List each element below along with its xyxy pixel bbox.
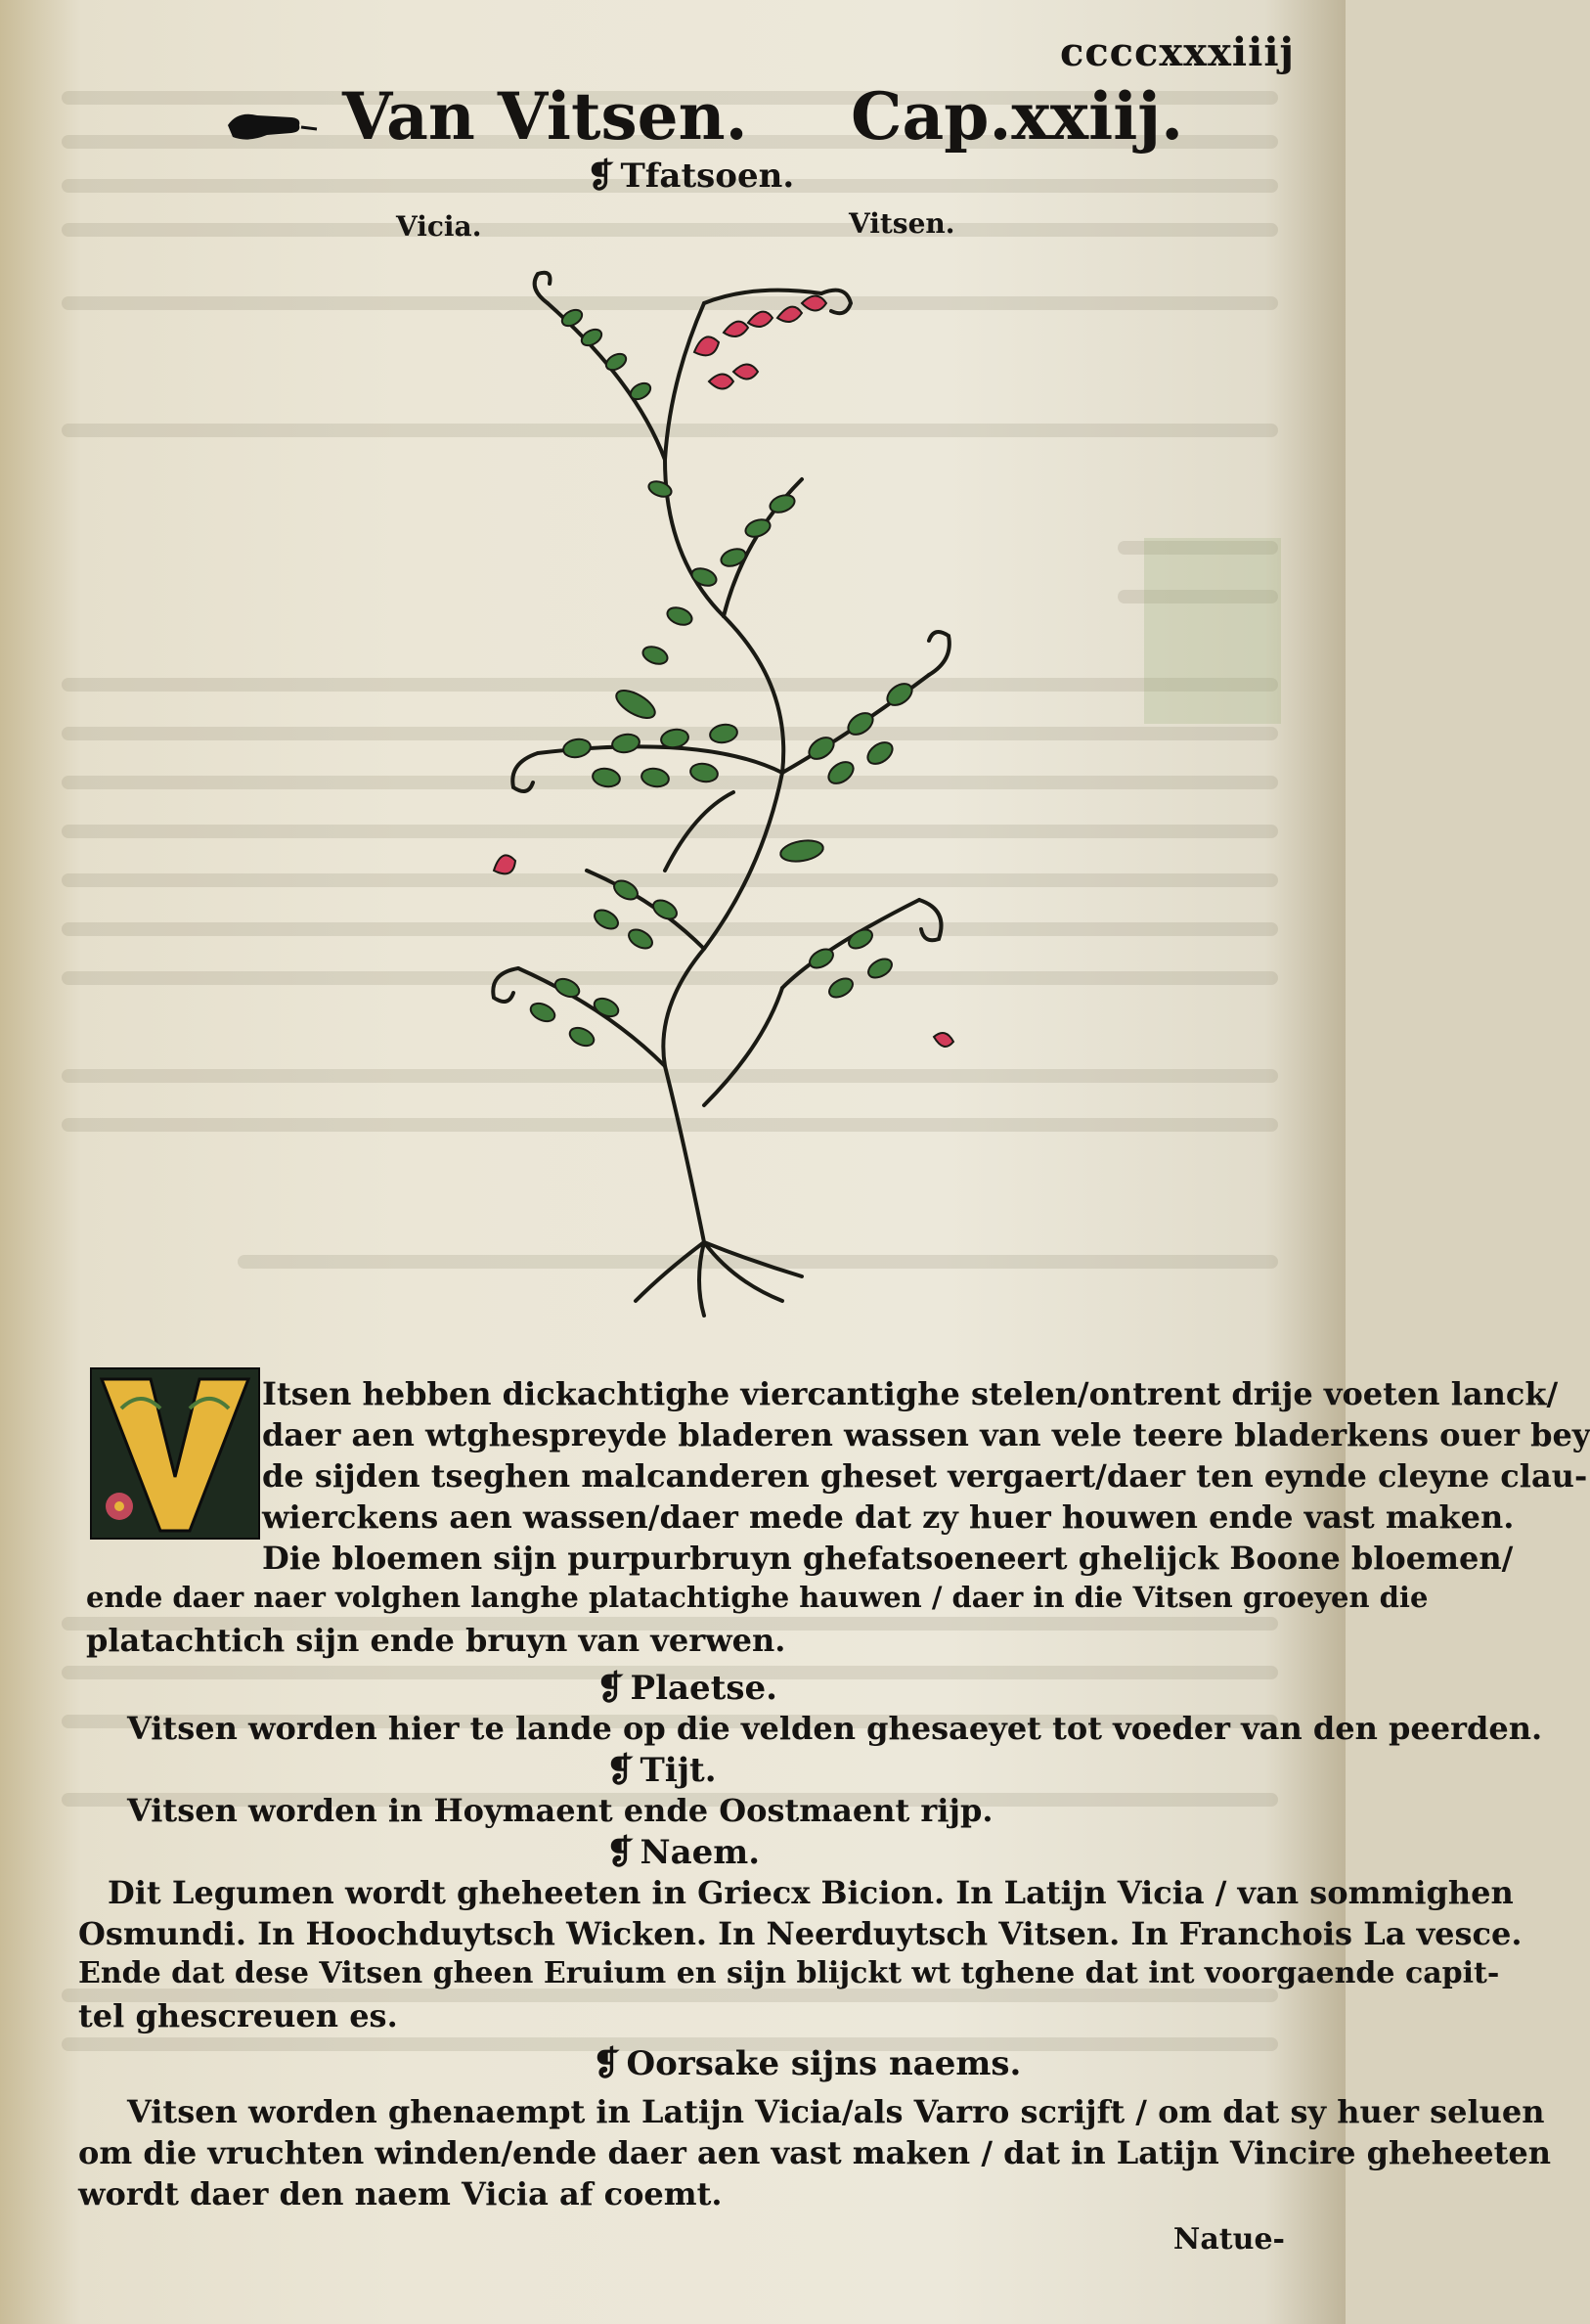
vetch-plant-illustration — [411, 264, 1017, 1320]
text-line: ende daer naer volghen langhe platachtighe hauwen / daer in die Vitsen groeyen die — [86, 1581, 1429, 1614]
pilcrow-icon: ❡ — [596, 1669, 625, 1708]
decorated-initial — [90, 1367, 260, 1540]
figure-label-latin: Vicia. — [396, 210, 482, 243]
pilcrow-icon: ❡ — [587, 156, 615, 196]
text-line: Dit Legumen wordt gheheeten in Griecx Bicion. In Latijn Vicia / van sommighen — [108, 1874, 1514, 1911]
text-line: Itsen hebben dickachtighe viercantighe stelen/ontrent drije voeten lanck/ — [262, 1375, 1559, 1412]
text-line: daer aen wtghespreyde bladeren wassen van vele teere bladerkens ouer bey — [262, 1416, 1590, 1453]
text-line: Vitsen worden hier te lande op die velden ghesaeyet tot voeder van den peerden. — [127, 1710, 1543, 1747]
chapter-title: Van Vitsen. — [342, 78, 748, 155]
pilcrow-icon: ❡ — [606, 1751, 635, 1790]
catchword: Natue- — [1172, 2222, 1285, 2257]
page-number: ccccxxxiiij — [1059, 29, 1295, 75]
figure-label-dutch: Vitsen. — [849, 207, 955, 240]
text-line: Vitsen worden in Hoymaent ende Oostmaent rijp. — [127, 1792, 994, 1829]
text-line: de sijden tseghen malcanderen gheset vergaert/daer ten eynde cleyne clau- — [262, 1457, 1588, 1495]
text-line: Osmundi. In Hoochduytsch Wicken. In Neerduytsch Vitsen. In Franchois La vesce. — [78, 1915, 1523, 1952]
heading-cause: ❡ Oorsake sijns naems. — [593, 2044, 1022, 2083]
text-line: platachtich sijn ende bruyn van verwen. — [86, 1622, 786, 1659]
text-line: wierckens aen wassen/daer mede dat zy huer houwen ende vast maken. — [262, 1498, 1515, 1536]
text-line: om die vruchten winden/ende daer aen vast maken / dat in Latijn Vincire gheheeten — [78, 2134, 1551, 2171]
text-line: tel ghescreuen es. — [78, 1997, 398, 2034]
heading-place: ❡ Plaetse. — [596, 1669, 777, 1708]
text-line: Die bloemen sijn purpurbruyn ghefatsoeneert ghelijck Boone bloemen/ — [262, 1540, 1514, 1577]
heading-name: ❡ Naem. — [606, 1833, 761, 1872]
pointing-hand-icon — [223, 106, 321, 145]
pilcrow-icon: ❡ — [606, 1833, 635, 1872]
text-line: wordt daer den naem Vicia af coemt. — [78, 2175, 723, 2212]
text-line: Vitsen worden ghenaempt in Latijn Vicia/als Varro scrijft / om dat sy huer seluen — [127, 2093, 1545, 2130]
heading-form: ❡ Tfatsoen. — [587, 156, 795, 196]
chapter-number: Cap.xxiij. — [851, 78, 1184, 155]
text-line: Ende dat dese Vitsen gheen Eruium en sijn blijckt wt tghene dat int voorgaende capit- — [78, 1956, 1500, 1990]
pilcrow-icon: ❡ — [593, 2044, 621, 2083]
initial-letter-art — [92, 1369, 258, 1538]
heading-time: ❡ Tijt. — [606, 1751, 717, 1790]
